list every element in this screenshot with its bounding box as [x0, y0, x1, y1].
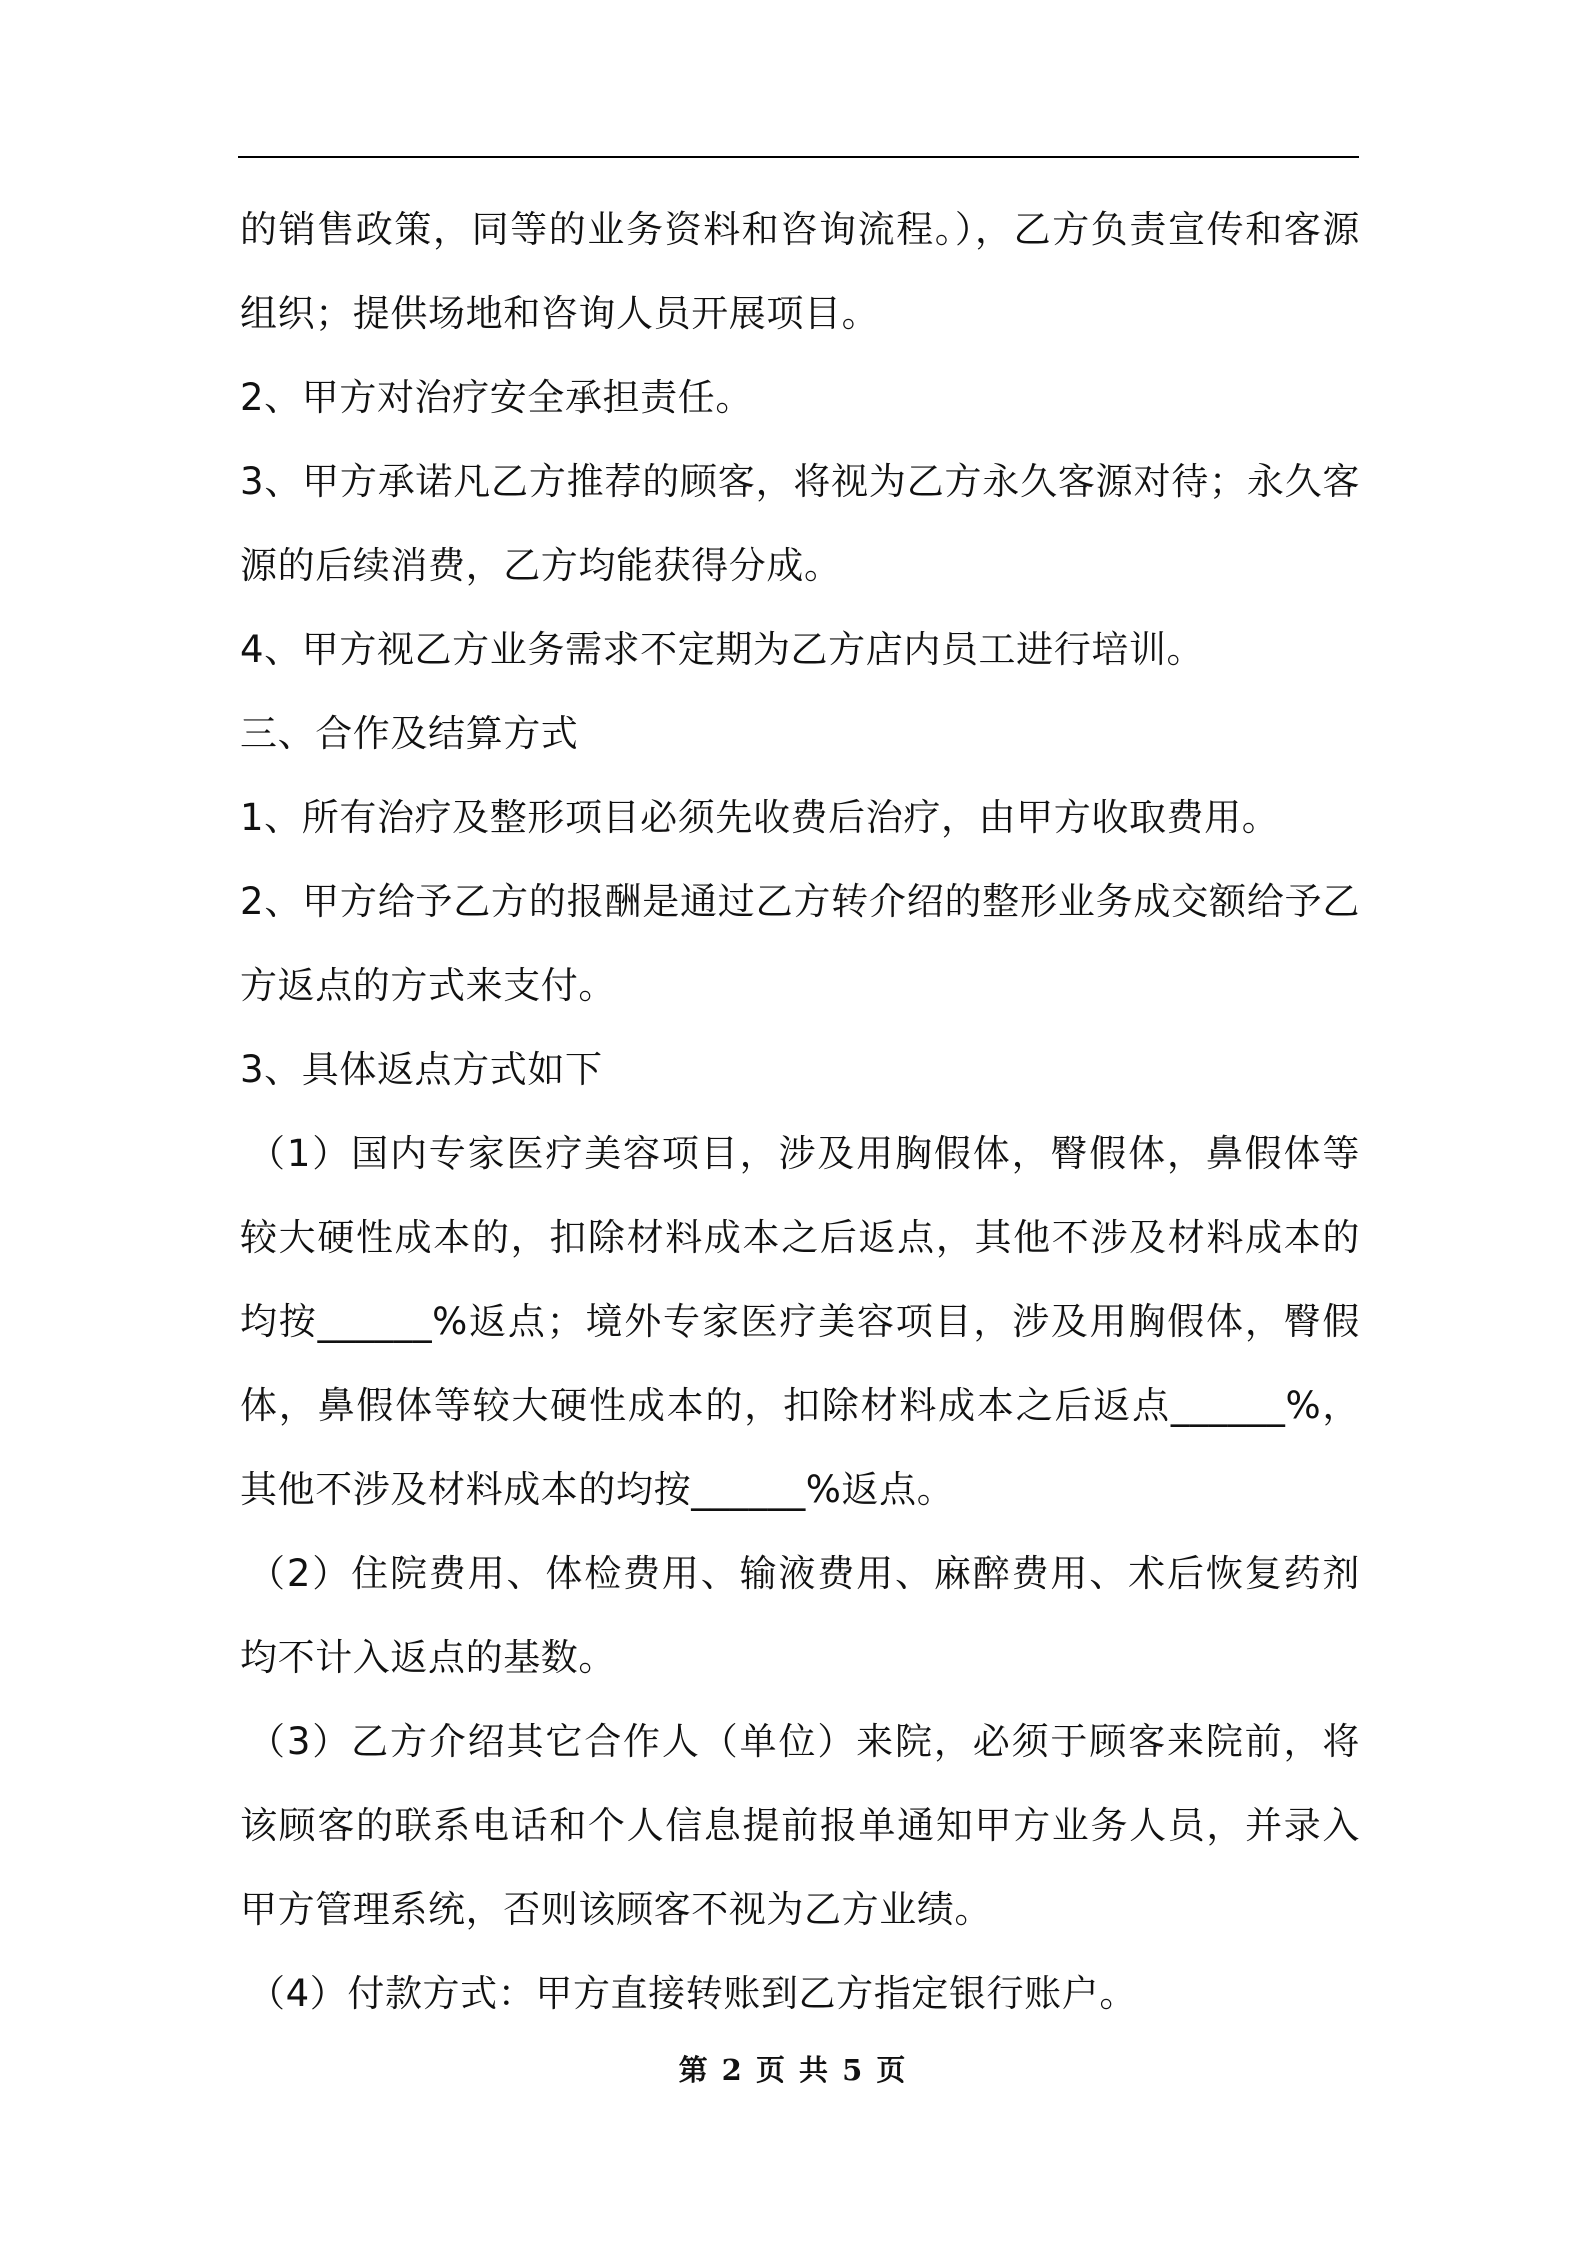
paragraph-settlement-1: 1、所有治疗及整形项目必须先收费后治疗，由甲方收取费用。	[240, 796, 1280, 839]
paragraph-continuation: 的销售政策，同等的业务资料和咨询流程。），乙方负责宣传和客源组织；提供场地和咨询人员开展项目。	[240, 208, 1360, 335]
paragraph-item-2: 2、甲方对治疗安全承担责任。	[240, 376, 753, 419]
section-heading: 三、合作及结算方式	[240, 712, 579, 755]
paragraph-item-3: 3、甲方承诺凡乙方推荐的顾客，将视为乙方永久客源对待；永久客源的后续消费，乙方均能获得分成。	[240, 460, 1360, 587]
paragraph-settlement-2: 2、甲方给予乙方的报酬是通过乙方转介绍的整形业务成交额给予乙方返点的方式来支付。	[240, 880, 1360, 1007]
paragraph-rebate-4: （4）付款方式：甲方直接转账到乙方指定银行账户。	[248, 1972, 1137, 2015]
paragraph-rebate-1: （1）国内专家医疗美容项目，涉及用胸假体，臀假体，鼻假体等较大硬性成本的，扣除材料成本之后返点，其他不涉及材料成本的均按______%返点；境外专家医疗美容项目，涉及用胸假体，臀假体，鼻假体等较大硬性成本的，扣除材料成本之后返点______%，其他不涉及材料成本的均按______%返点。	[240, 1132, 1360, 1511]
document-body	[240, 188, 1360, 2036]
header-rule	[238, 156, 1359, 158]
paragraph-rebate-3: （3）乙方介绍其它合作人（单位）来院，必须于顾客来院前，将该顾客的联系电话和个人信息提前报单通知甲方业务人员，并录入甲方管理系统，否则该顾客不视为乙方业绩。	[240, 1720, 1360, 1931]
paragraph-item-4: 4、甲方视乙方业务需求不定期为乙方店内员工进行培训。	[240, 628, 1205, 671]
page-number-footer: 第 2 页 共 5 页	[678, 2053, 908, 2087]
paragraph-rebate-2: （2）住院费用、体检费用、输液费用、麻醉费用、术后恢复药剂均不计入返点的基数。	[240, 1552, 1360, 1679]
paragraph-settlement-3: 3、具体返点方式如下	[240, 1048, 603, 1091]
